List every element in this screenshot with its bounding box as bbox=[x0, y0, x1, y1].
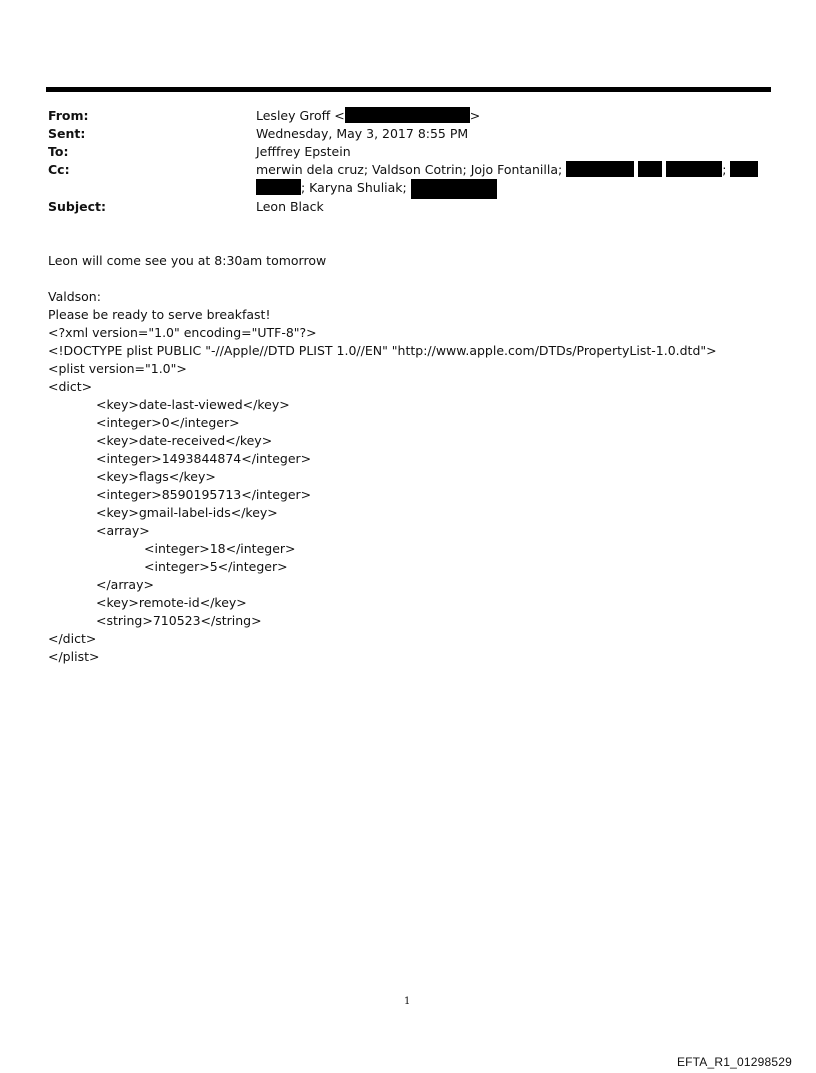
from-name: Lesley Groff < bbox=[256, 108, 345, 123]
body-line: Leon will come see you at 8:30am tomorrow bbox=[48, 253, 327, 268]
body-line: Please be ready to serve breakfast! bbox=[48, 307, 271, 322]
cc-line-2 bbox=[256, 179, 497, 199]
body-line: <key>remote-id</key> bbox=[96, 595, 247, 610]
redaction-box bbox=[590, 161, 634, 177]
body-line: <key>date-last-viewed</key> bbox=[96, 397, 290, 412]
body-line: <key>gmail-label-ids</key> bbox=[96, 505, 278, 520]
body-line: <integer>1493844874</integer> bbox=[96, 451, 312, 466]
body-line: Valdson: bbox=[48, 289, 101, 304]
body-line: <!DOCTYPE plist PUBLIC "-//Apple//DTD PLIST 1.0//EN" "http://www.apple.com/DTDs/PropertyList-1.0.dtd"> bbox=[48, 343, 717, 358]
redaction-box bbox=[411, 179, 497, 199]
from-value bbox=[256, 107, 480, 125]
from-close: > bbox=[469, 108, 481, 123]
cc-line-1 bbox=[256, 161, 758, 179]
redaction-box bbox=[638, 161, 662, 177]
body-line: <key>flags</key> bbox=[96, 469, 216, 484]
page-number: 1 bbox=[404, 996, 411, 1007]
redaction-box bbox=[666, 161, 722, 177]
to-value: Jefffrey Epstein bbox=[256, 144, 351, 159]
redaction-box bbox=[256, 179, 301, 195]
body-line: <integer>5</integer> bbox=[144, 559, 288, 574]
body-line: <string>710523</string> bbox=[96, 613, 262, 628]
header-rule bbox=[46, 87, 771, 92]
redaction-box bbox=[345, 107, 470, 123]
to-label: To: bbox=[48, 144, 69, 159]
body-line: <?xml version="1.0" encoding="UTF-8"?> bbox=[48, 325, 317, 340]
document-id: EFTA_R1_01298529 bbox=[676, 1055, 792, 1069]
body-line: <key>date-received</key> bbox=[96, 433, 273, 448]
body-line: <plist version="1.0"> bbox=[48, 361, 187, 376]
redaction-box bbox=[566, 161, 590, 177]
body-line: <array> bbox=[96, 523, 150, 538]
subject-value: Leon Black bbox=[256, 199, 324, 214]
from-label: From: bbox=[48, 108, 89, 123]
body-line: </dict> bbox=[48, 631, 97, 646]
body-line: <dict> bbox=[48, 379, 93, 394]
body-line: </plist> bbox=[48, 649, 100, 664]
body-line: <integer>0</integer> bbox=[96, 415, 240, 430]
sent-value: Wednesday, May 3, 2017 8:55 PM bbox=[256, 126, 469, 141]
cc-separator: ; bbox=[722, 162, 727, 177]
cc-names-2: ; Karyna Shuliak; bbox=[301, 180, 407, 195]
cc-names: merwin dela cruz; Valdson Cotrin; Jojo Fontanilla; bbox=[256, 162, 563, 177]
redaction-box bbox=[730, 161, 758, 177]
sent-label: Sent: bbox=[48, 126, 86, 141]
cc-label: Cc: bbox=[48, 162, 70, 177]
body-line: <integer>8590195713</integer> bbox=[96, 487, 312, 502]
body-line: <integer>18</integer> bbox=[144, 541, 296, 556]
subject-label: Subject: bbox=[48, 199, 106, 214]
body-line: </array> bbox=[96, 577, 154, 592]
